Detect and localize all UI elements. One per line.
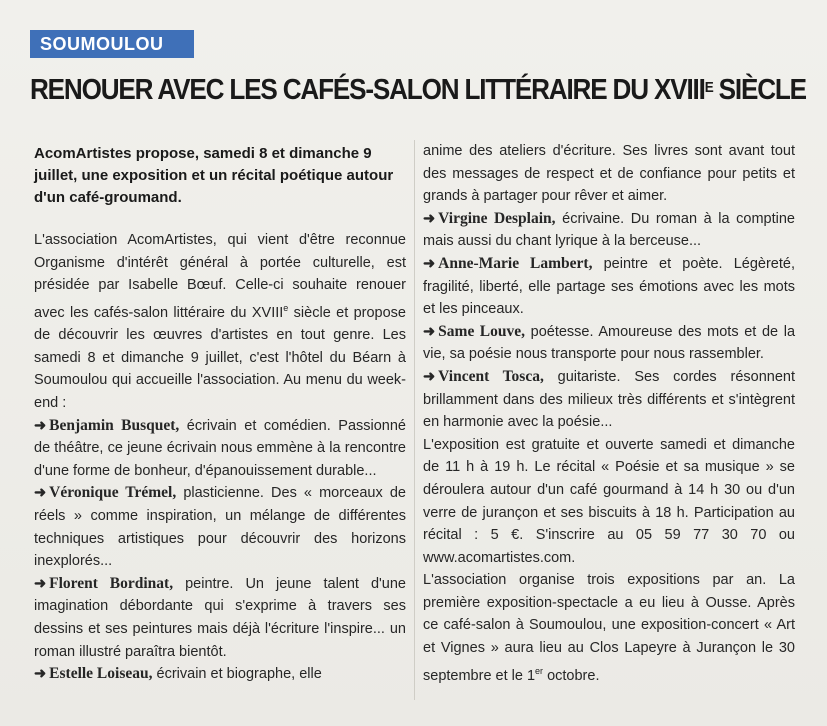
artist-entry [34,663,406,686]
headline-superscript: E [704,79,713,96]
artist-description: guitariste. Ses cordes résonnent brillamment dans des milieux très différents et s'intègrent en harmonie avec la poésie... [423,368,795,431]
arrow-icon: ➜ [34,575,47,592]
closing-upcoming-events [423,569,795,687]
article-headline [30,72,806,108]
arrow-icon: ➜ [423,368,436,385]
intro-text-1: L'association AcomArtistes, qui vient d'être reconnue Organisme d'intérêt général à portée culturelle, est présidée par Isabelle Bœuf. Celle-ci souhaite renouer avec les cafés-salon littéraire du XVIII [34,232,406,321]
arrow-icon: ➜ [423,323,436,340]
artist-entry [34,482,406,572]
artist-entry [34,415,406,483]
artist-description: peintre et poète. Légèreté, fragilité, liberté, elle partage ses émotions avec les mots et les pinceaux. [423,255,795,318]
artist-entry [423,253,795,321]
arrow-icon: ➜ [34,666,47,683]
artist-description: plasticienne. Des « morceaux de réels » comme inspiration, un mélange de différentes techniques artistiques pour découvrir des horizons inexplorés... [34,485,406,570]
artist-description: peintre. Un jeune talent d'une imagination débordante qui s'exprime à travers ses dessins et ses peintures mais déjà l'écriture l'inspire... un roman illustré paraîtra bientôt. [34,575,406,660]
article-column-left [34,143,406,686]
rubric-label: SOUMOULOU [40,34,164,54]
article-column-right [423,140,795,687]
artist-entry [34,573,406,663]
arrow-icon: ➜ [423,210,436,227]
artist-name: Véronique Trémel, [49,484,177,502]
arrow-icon: ➜ [423,255,436,272]
artist-description: écrivain et biographe, elle [152,666,322,683]
intro-text-2: siècle et propose de découvrir les œuvres d'artistes en tout genre. Les samedi 8 et dimanche 9 juillet, c'est l'hôtel du Béarn à Soumoulou qui accueille l'association. Au menu du week-end : [34,304,406,411]
artist-name: Anne-Marie Lambert, [438,254,593,272]
section-rubric [30,30,194,58]
artist-entry [423,208,795,253]
artist-name: Florent Bordinat, [49,574,174,592]
headline-main: RENOUER AVEC LES CAFÉS-SALON LITTÉRAIRE DU XVIII [30,74,705,106]
artist-description: écrivaine. Du roman à la comptine mais aussi du chant lyrique à la berceuse... [423,210,795,250]
artist-name: Vincent Tosca, [438,367,544,385]
intro-superscript: e [283,302,289,313]
closing-practical-info: L'exposition est gratuite et ouverte samedi et dimanche de 11 h à 19 h. Le récital « Poésie et sa musique » se déroulera autour d'un café gourmand à 14 h 30 ou d'un verre de jurançon et ses biscuits à 18 h. Participation au récital : 5 €. S'inscrire au 05 59 77 30 70 ou www.acomartistes.com. [423,436,795,566]
article-lead: AcomArtistes propose, samedi 8 et dimanche 9 juillet, une exposition et un récital poétique autour d'un café-groumand. [34,145,394,206]
closing-superscript: er [535,665,544,676]
artist-description: écrivain et comédien. Passionné de théâtre, ce jeune écrivain nous emmène à la rencontre d'une forme de bonheur, d'épanouissement durable... [34,417,406,479]
arrow-icon: ➜ [34,417,47,434]
artist-description: poétesse. Amoureuse des mots et de la vie, sa poésie nous transporte pour nous rassembler. [423,323,796,363]
artist-entry [423,366,795,434]
closing-text-2: octobre. [543,667,600,684]
artist-name: Same Louve, [438,322,526,340]
continuation-text: anime des ateliers d'écriture. Ses livres sont avant tout des messages de respect et de confiance pour petits et grands à partager pour rêver et aimer. [423,143,795,205]
artist-name: Estelle Loiseau, [49,665,153,683]
article-intro [34,229,406,415]
closing-text-1: L'association organise trois expositions par an. La première exposition-spectacle a eu lieu à Ousse. Après ce café-salon à Soumoulou, une exposition-concert « Art et Vignes » aura lieu au Clos Lapeyre à Jurançon le 30 septembre et le 1 [423,572,795,684]
artist-name: Virgine Desplain, [438,209,556,227]
arrow-icon: ➜ [34,485,47,502]
artist-name: Benjamin Busquet, [49,416,180,434]
column-divider [414,140,415,700]
headline-end: SIÈCLE [712,74,806,106]
artist-entry [423,321,795,366]
